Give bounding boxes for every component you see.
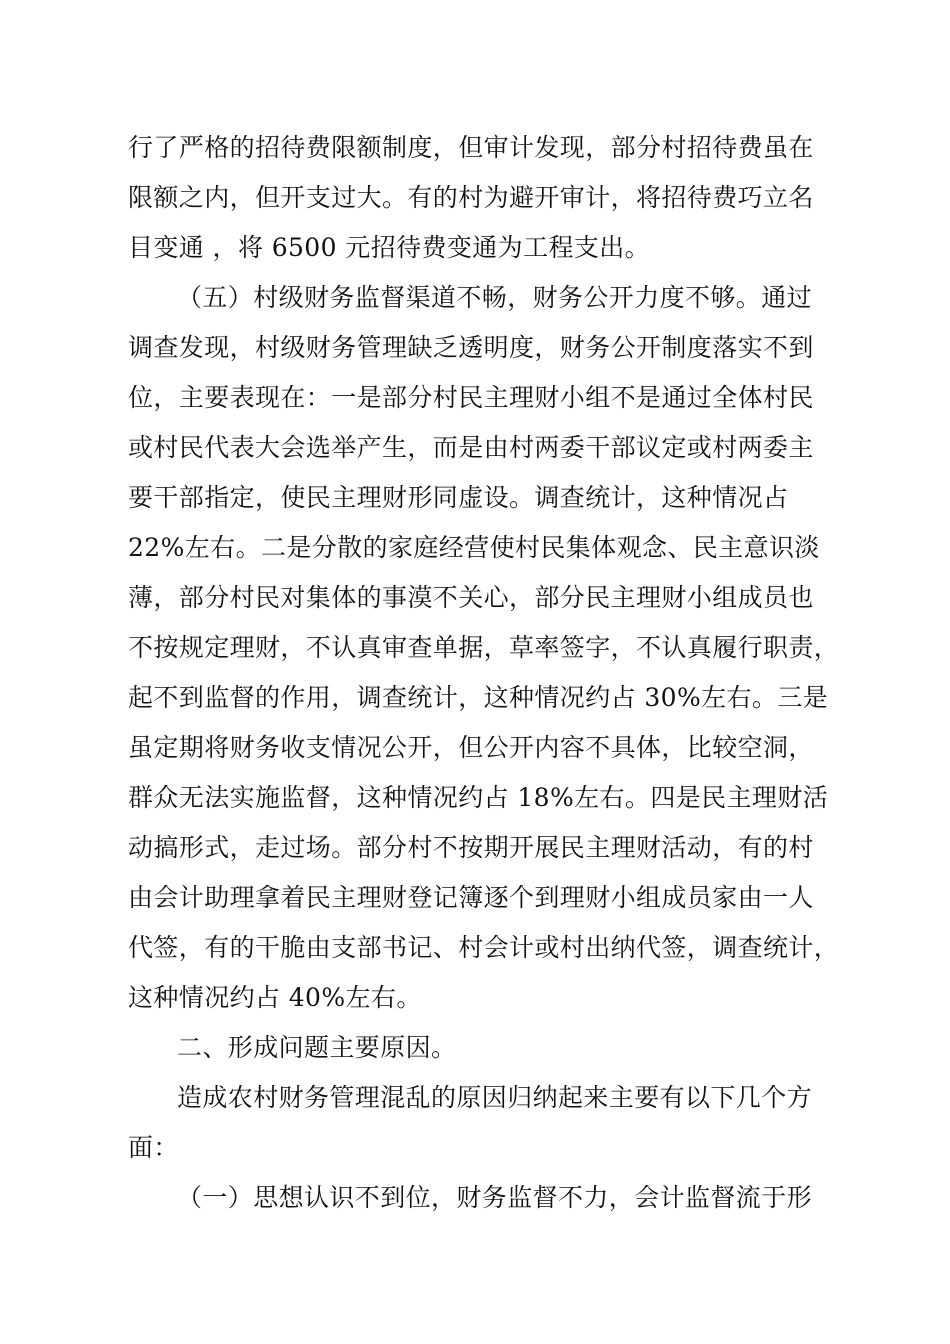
text-line: 不按规定理财，不认真审查单据，草率签字，不认真履行职责， [128, 633, 840, 662]
text-line: 要干部指定，使民主理财形同虚设。调查统计，这种情况占 [128, 483, 789, 512]
text-line: 这种情况约占 40%左右。 [128, 983, 422, 1012]
text-line: 由会计助理拿着民主理财登记簿逐个到理财小组成员家由一人 [128, 883, 814, 912]
text-line: 22%左右。二是分散的家庭经营使村民集体观念、民主意识淡 [128, 533, 820, 562]
text-line: 起不到监督的作用，调查统计，这种情况约占 30%左右。三是 [128, 683, 829, 712]
paragraph-start-line: （五）村级财务监督渠道不畅，财务公开力度不够。通过 [177, 283, 813, 312]
text-line: 群众无法实施监督，这种情况约占 18%左右。四是民主理财活 [128, 783, 829, 812]
text-line: 调查发现，村级财务管理缺乏透明度，财务公开制度落实不到 [128, 333, 814, 362]
text-line: 位，主要表现在：一是部分村民主理财小组不是通过全体村民 [128, 383, 814, 412]
text-line: 限额之内，但开支过大。有的村为避开审计，将招待费巧立名 [128, 183, 814, 212]
text-line: 薄，部分村民对集体的事漠不关心，部分民主理财小组成员也 [128, 583, 814, 612]
paragraph-start-line: 造成农村财务管理混乱的原因归纳起来主要有以下几个方 [177, 1083, 813, 1112]
text-line: 代签，有的干脆由支部书记、村会计或村出纳代签，调查统计， [128, 933, 840, 962]
text-line: 目变通 ，将 6500 元招待费变通为工程支出。 [128, 233, 651, 262]
text-line: 行了严格的招待费限额制度，但审计发现，部分村招待费虽在 [128, 133, 814, 162]
text-line: 动搞形式，走过场。部分村不按期开展民主理财活动，有的村 [128, 833, 814, 862]
section-heading: 二、形成问题主要原因。 [177, 1033, 457, 1062]
text-line: 面： [128, 1133, 179, 1162]
text-line: 虽定期将财务收支情况公开，但公开内容不具体，比较空洞， [128, 733, 814, 762]
text-line: 或村民代表大会选举产生，而是由村两委干部议定或村两委主 [128, 433, 814, 462]
paragraph-start-line: （一）思想认识不到位，财务监督不力，会计监督流于形 [177, 1183, 813, 1212]
